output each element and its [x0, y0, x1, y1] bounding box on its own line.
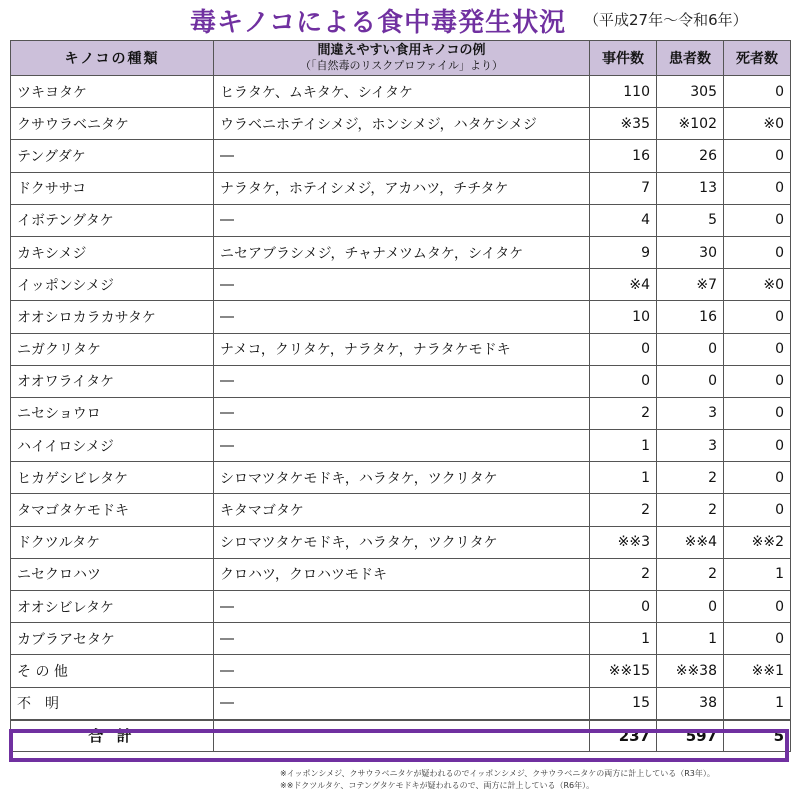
cases-count: 110	[590, 76, 657, 108]
table-row	[11, 494, 791, 526]
example-mushrooms: ―	[214, 655, 590, 687]
patients-count: 305	[657, 76, 724, 108]
example-mushrooms: ―	[214, 623, 590, 655]
mushroom-name: カキシメジ	[11, 236, 214, 268]
mushroom-name: ドクツルタケ	[11, 526, 214, 558]
patients-count: 0	[657, 333, 724, 365]
cases-count: 4	[590, 204, 657, 236]
mushroom-name: オオシビレタケ	[11, 591, 214, 623]
patients-count: 30	[657, 236, 724, 268]
total-row	[11, 720, 791, 752]
table-row	[11, 558, 791, 590]
table-row	[11, 526, 791, 558]
cases-count: 16	[590, 140, 657, 172]
total-patients: 597	[657, 720, 724, 752]
patients-count: ※※38	[657, 655, 724, 687]
example-mushrooms: ―	[214, 204, 590, 236]
total-example	[214, 720, 590, 752]
header-patients: 患者数	[657, 41, 724, 76]
mushroom-name: ハイイロシメジ	[11, 430, 214, 462]
header-examples-line1: 間違えやすい食用キノコの例	[317, 43, 486, 58]
cases-count: 2	[590, 494, 657, 526]
example-mushrooms: クロハツ，クロハツモドキ	[214, 558, 590, 590]
table-row	[11, 108, 791, 140]
mushroom-name: ニガクリタケ	[11, 333, 214, 365]
deaths-count: 0	[724, 591, 791, 623]
deaths-count: 0	[724, 462, 791, 494]
deaths-count: 0	[724, 140, 791, 172]
mushroom-name: ニセクロハツ	[11, 558, 214, 590]
patients-count: 13	[657, 172, 724, 204]
mushroom-name: ドクササコ	[11, 172, 214, 204]
table-row	[11, 365, 791, 397]
cases-count: 0	[590, 591, 657, 623]
mushroom-name: テングダケ	[11, 140, 214, 172]
patients-count: ※※4	[657, 526, 724, 558]
patients-count: 1	[657, 623, 724, 655]
cases-count: 0	[590, 333, 657, 365]
table-row	[11, 204, 791, 236]
cases-count: 1	[590, 462, 657, 494]
deaths-count: 0	[724, 172, 791, 204]
patients-count: 0	[657, 591, 724, 623]
example-mushrooms: ―	[214, 269, 590, 301]
footnote-1: ※イッポンシメジ、クサウラベニタケが疑われるのでイッポンシメジ、クサウラベニタケの両方に計上している（R3年）。	[280, 769, 715, 778]
total-deaths: 5	[724, 720, 791, 752]
deaths-count: 0	[724, 623, 791, 655]
cases-count: 1	[590, 430, 657, 462]
mushroom-name: カブラアセタケ	[11, 623, 214, 655]
example-mushrooms: ―	[214, 301, 590, 333]
table-row	[11, 269, 791, 301]
example-mushrooms: ナラタケ，ホテイシメジ，アカハツ，チチタケ	[214, 172, 590, 204]
mushroom-name: ニセショウロ	[11, 397, 214, 429]
deaths-count: 0	[724, 204, 791, 236]
table-row	[11, 623, 791, 655]
header-examples	[214, 41, 590, 76]
table-row	[11, 172, 791, 204]
deaths-count: 1	[724, 558, 791, 590]
table-row	[11, 76, 791, 108]
deaths-count: 0	[724, 365, 791, 397]
patients-count: 2	[657, 462, 724, 494]
example-mushrooms: ―	[214, 687, 590, 720]
table-row	[11, 591, 791, 623]
patients-count: 3	[657, 430, 724, 462]
deaths-count: 0	[724, 236, 791, 268]
example-mushrooms: ナメコ，クリタケ，ナラタケ，ナラタケモドキ	[214, 333, 590, 365]
deaths-count: ※※1	[724, 655, 791, 687]
cases-count: 2	[590, 397, 657, 429]
table-row	[11, 301, 791, 333]
cases-count: 7	[590, 172, 657, 204]
patients-count: ※102	[657, 108, 724, 140]
patients-count: 3	[657, 397, 724, 429]
patients-count: 26	[657, 140, 724, 172]
table-row	[11, 397, 791, 429]
deaths-count: 0	[724, 76, 791, 108]
mushroom-name: オオワライタケ	[11, 365, 214, 397]
table-row	[11, 655, 791, 687]
patients-count: 2	[657, 494, 724, 526]
mushroom-name: オオシロカラカサタケ	[11, 301, 214, 333]
deaths-count: 0	[724, 430, 791, 462]
cases-count: 10	[590, 301, 657, 333]
example-mushrooms: ―	[214, 365, 590, 397]
deaths-count: 0	[724, 333, 791, 365]
deaths-count: ※0	[724, 269, 791, 301]
table-row	[11, 462, 791, 494]
mushroom-name: クサウラベニタケ	[11, 108, 214, 140]
header-mushroom-type: キノコの種類	[11, 41, 214, 76]
deaths-count: 0	[724, 301, 791, 333]
deaths-count: ※0	[724, 108, 791, 140]
deaths-count: 1	[724, 687, 791, 720]
example-mushrooms: シロマツタケモドキ，ハラタケ，ツクリタケ	[214, 526, 590, 558]
deaths-count: 0	[724, 494, 791, 526]
example-mushrooms: キタマゴタケ	[214, 494, 590, 526]
deaths-count: ※※2	[724, 526, 791, 558]
example-mushrooms: シロマツタケモドキ，ハラタケ，ツクリタケ	[214, 462, 590, 494]
deaths-count: 0	[724, 397, 791, 429]
table-row	[11, 333, 791, 365]
cases-count: ※35	[590, 108, 657, 140]
cases-count: ※※15	[590, 655, 657, 687]
patients-count: 5	[657, 204, 724, 236]
table-row	[11, 236, 791, 268]
example-mushrooms: ヒラタケ、ムキタケ、シイタケ	[214, 76, 590, 108]
period-subtitle: （平成27年～令和6年）	[584, 11, 748, 29]
patients-count: ※7	[657, 269, 724, 301]
total-label: 合 計	[11, 720, 214, 752]
cases-count: 1	[590, 623, 657, 655]
mushroom-name: 不 明	[11, 687, 214, 720]
example-mushrooms: ―	[214, 140, 590, 172]
example-mushrooms: ウラベニホテイシメジ，ホンシメジ，ハタケシメジ	[214, 108, 590, 140]
cases-count: ※4	[590, 269, 657, 301]
patients-count: 2	[657, 558, 724, 590]
mushroom-name: ツキヨタケ	[11, 76, 214, 108]
header-row	[11, 41, 791, 76]
cases-count: ※※3	[590, 526, 657, 558]
footnotes	[280, 768, 715, 792]
patients-count: 0	[657, 365, 724, 397]
total-cases: 237	[590, 720, 657, 752]
example-mushrooms: ニセアブラシメジ，チャナメツムタケ，シイタケ	[214, 236, 590, 268]
cases-count: 9	[590, 236, 657, 268]
header-examples-line2: （「自然毒のリスクプロファイル」より）	[299, 59, 504, 72]
example-mushrooms: ―	[214, 397, 590, 429]
patients-count: 38	[657, 687, 724, 720]
table-row	[11, 430, 791, 462]
table-row	[11, 140, 791, 172]
mushroom-name: ヒカゲシビレタケ	[11, 462, 214, 494]
example-mushrooms: ―	[214, 430, 590, 462]
title-area	[0, 0, 803, 36]
cases-count: 15	[590, 687, 657, 720]
cases-count: 2	[590, 558, 657, 590]
mushroom-name: イッポンシメジ	[11, 269, 214, 301]
example-mushrooms: ―	[214, 591, 590, 623]
poisoning-table	[10, 40, 791, 752]
footnote-2: ※※ドクツルタケ、コテングタケモドキが疑われるので、両方に計上している（R6年）。	[280, 781, 595, 790]
header-deaths: 死者数	[724, 41, 791, 76]
mushroom-name: そ の 他	[11, 655, 214, 687]
page-title: 毒キノコによる食中毒発生状況	[190, 8, 567, 38]
cases-count: 0	[590, 365, 657, 397]
mushroom-name: イボテングタケ	[11, 204, 214, 236]
table-row	[11, 687, 791, 720]
patients-count: 16	[657, 301, 724, 333]
header-cases: 事件数	[590, 41, 657, 76]
mushroom-name: タマゴタケモドキ	[11, 494, 214, 526]
